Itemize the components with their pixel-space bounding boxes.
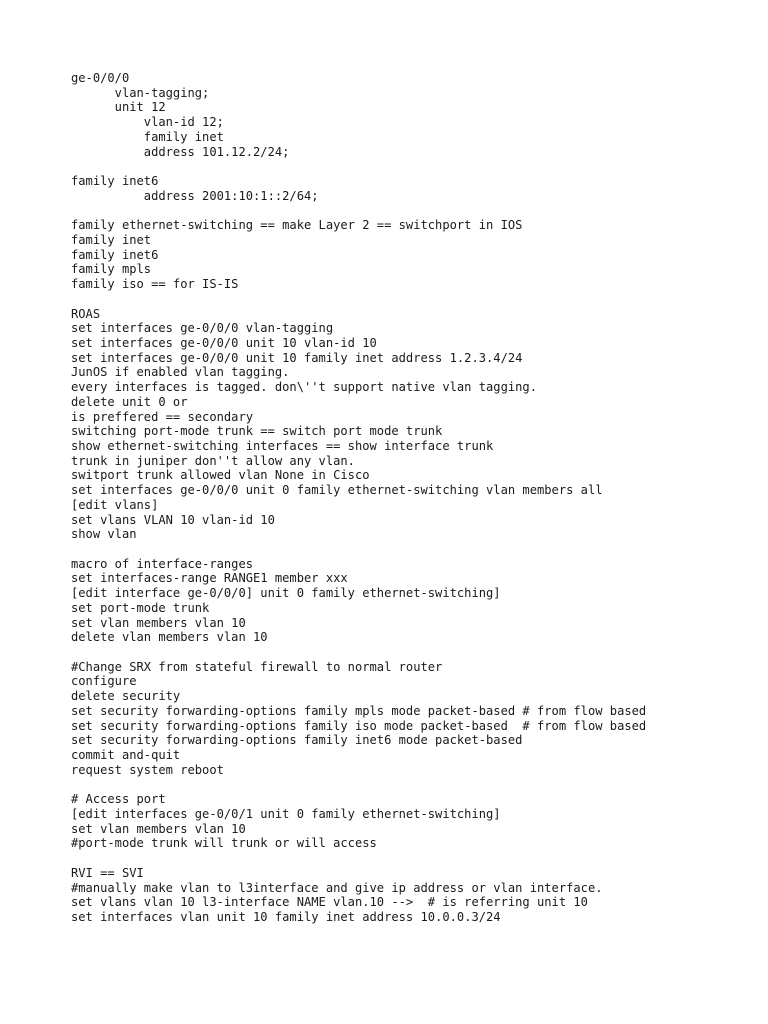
text-line: set interfaces-range RANGE1 member xxx [71, 571, 348, 586]
text-line: set security forwarding-options family iso mode packet-based # from flow based [71, 718, 647, 733]
text-line: delete unit 0 or [71, 394, 188, 409]
text-line: is preffered == secondary [71, 409, 254, 424]
text-line: set vlans vlan 10 l3-interface NAME vlan.10 --> # is referring unit 10 [71, 895, 588, 910]
text-line: set vlan members vlan 10 [71, 615, 246, 630]
text-line: set interfaces ge-0/0/0 vlan-tagging [71, 321, 334, 336]
text-line: family inet6 [71, 174, 159, 189]
text-line: unit 12 [71, 100, 166, 115]
text-line: ge-0/0/0 [71, 71, 130, 85]
blank-line [71, 851, 751, 866]
text-line: family inet [71, 232, 152, 247]
text-line: trunk in juniper don''t allow any vlan. [71, 453, 355, 468]
text-line: commit and-quit [71, 748, 181, 763]
text-line: set interfaces ge-0/0/0 unit 10 vlan-id 10 [71, 335, 377, 350]
text-line: family ethernet-switching == make Layer 2 == switchport in IOS [71, 218, 523, 233]
text-line: [edit vlans] [71, 497, 159, 512]
text-line: request system reboot [71, 762, 224, 777]
blank-line [71, 203, 751, 218]
text-line: [edit interfaces ge-0/0/1 unit 0 family ethernet-switching] [71, 806, 501, 821]
text-line: family inet [71, 129, 224, 144]
text-line: show ethernet-switching interfaces == show interface trunk [71, 438, 494, 453]
blank-line [71, 542, 751, 557]
text-line: [edit interface ge-0/0/0] unit 0 family ethernet-switching] [71, 586, 501, 601]
text-line: set security forwarding-options family mpls mode packet-based # from flow based [71, 703, 647, 718]
text-line: macro of interface-ranges [71, 556, 254, 571]
blank-line [71, 292, 751, 307]
text-line: set interfaces ge-0/0/0 unit 10 family inet address 1.2.3.4/24 [71, 350, 523, 365]
text-line: family inet6 [71, 247, 159, 262]
text-line: set interfaces ge-0/0/0 unit 0 family ethernet-switching vlan members all [71, 483, 603, 498]
text-line: set vlan members vlan 10 [71, 821, 246, 836]
text-line: ROAS [71, 306, 101, 321]
text-line: every interfaces is tagged. don\''t support native vlan tagging. [71, 380, 537, 395]
blank-line [71, 645, 751, 660]
text-line: set security forwarding-options family inet6 mode packet-based [71, 733, 523, 748]
text-line: #Change SRX from stateful firewall to normal router [71, 659, 443, 674]
document-body [71, 71, 751, 925]
blank-line [71, 778, 751, 793]
text-line: configure [71, 674, 137, 689]
text-line: set interfaces vlan unit 10 family inet address 10.0.0.3/24 [71, 909, 501, 924]
text-line: switching port-mode trunk == switch port mode trunk [71, 424, 443, 439]
blank-line [71, 159, 751, 174]
text-line: address 2001:10:1::2/64; [71, 188, 319, 203]
text-line: vlan-id 12; [71, 115, 224, 130]
text-line: vlan-tagging; [71, 85, 210, 100]
text-line: show vlan [71, 527, 137, 542]
text-line: RVI == SVI [71, 865, 144, 880]
text-line: switport trunk allowed vlan None in Cisco [71, 468, 370, 483]
text-line: JunOS if enabled vlan tagging. [71, 365, 290, 380]
text-line: set vlans VLAN 10 vlan-id 10 [71, 512, 275, 527]
text-line: delete security [71, 689, 181, 704]
text-line: delete vlan members vlan 10 [71, 630, 268, 645]
text-line: family mpls [71, 262, 152, 277]
text-line: family iso == for IS-IS [71, 277, 239, 292]
text-line: # Access port [71, 792, 166, 807]
text-line: #manually make vlan to l3interface and give ip address or vlan interface. [71, 880, 603, 895]
text-line: set port-mode trunk [71, 600, 210, 615]
text-line: address 101.12.2/24; [71, 144, 290, 159]
text-line: #port-mode trunk will trunk or will access [71, 836, 377, 851]
